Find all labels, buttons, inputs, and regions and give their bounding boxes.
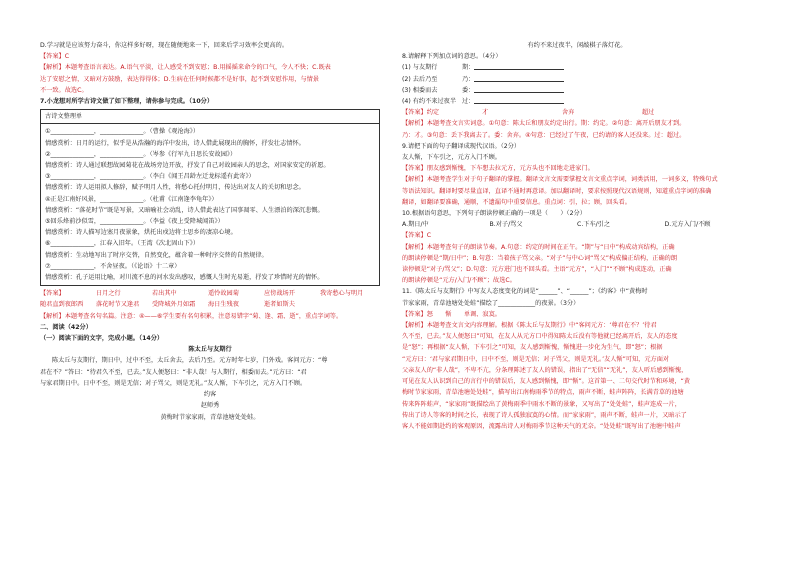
q9-sentence: 友人惭，下车引之，元方入门不顾。 <box>402 154 501 162</box>
box-line: ④正是江南好风景，______________。（杜甫《江南逢李龟年》） <box>45 195 218 203</box>
q6-answer: 【答案】C <box>40 53 70 61</box>
q11-analysis-line: 【解析】本题考查文言文内容理解。根据《陈太丘与友期行》中“客问元方：‘尊君在不？’待君 <box>402 322 657 330</box>
q8-stem: 8.请解释下列加点词的意思。（4分） <box>402 53 502 61</box>
box-title: 古诗文整理单 <box>41 110 379 124</box>
q8-item: (1) 与友期行 期： <box>402 62 752 73</box>
box-line: ⑥______________，江春入旧年。（王湾《次北固山下》） <box>45 240 200 248</box>
q8-analysis-line: 【解析】本题考查文言实词意。①句意：陈太丘和朋友约定出行。期：约定。②句意：离开后朋友才到。 <box>402 120 686 128</box>
q11-analysis-line: 久不至，已去。”友人便怒曰”可知，在友人从元方口中得知陈太丘没有等他就已经离开后，友人的态度 <box>402 333 678 341</box>
answer-item: 遥怜故园菊 <box>208 290 239 298</box>
q11-stem: 11.《陈太丘与友期行》中写友人态度变化的词是“______”、“______”；《约客》中“黄梅时 <box>402 288 648 296</box>
passage-line: 君在不？”答曰：“待君久不至，已去。”友人便怒曰：“非人哉！与人期行，相委而去。”元方曰：“君 <box>40 368 307 376</box>
q10-option-a: A.期日/中 <box>402 221 429 229</box>
q6-analysis-line: 达了安慰之情，又暗对方鼓励，表达得得体；D.生病在任何时候都不是好事，起不到安慰作用，与情景 <box>40 75 319 83</box>
q7-stem: 7.小龙想对所学古诗文做了如下整理，请你参与完成。（10分） <box>40 98 214 106</box>
q11-analysis-line: 是“怒”；再根据“友人惭，下车引之”可知，友人感到惭愧，惭愧进一步化为生气，即“怒”；根据 <box>402 344 663 352</box>
q11-analysis-line: 客人不能如期赴约的客观原因，流露出诗人对梅雨季节这种天气的无奈。“处处蛙”既写出了池塘中蛙声 <box>402 422 681 430</box>
q11-analysis-line: “元方曰：‘君与家君期日中，日中不至，则是无信；对子骂父，则是无礼。’友人惭”可知，元方面对 <box>402 355 670 363</box>
passage-title: 陈太丘与友期行 <box>188 346 232 354</box>
option-d: D.学习就是应该努力奋斗，你这样多好呀，现在随便地来一下，回来后学习效率会更高的。 <box>40 42 289 49</box>
box-line: ⑤回乐烽前沙似雪，______________。（李益《夜上受降城闻笛》） <box>45 218 224 226</box>
q11-analysis-line: 梅时节家家雨，青草池塘处处蛙”，描写出江南梅雨季节的特点，雨声不断，蛙声阵阵，长满青草的池塘 <box>402 389 684 397</box>
passage-line: 与家君期日中。日中不至，则是无信；对子骂父，则是无礼。”友人惭，下车引之，元方入门不顾。 <box>40 379 307 387</box>
q11-answer: 【答案】怒 惭 单调、寂寞。 <box>402 310 501 318</box>
q8-item: (3) 相委而去 委： <box>402 85 752 96</box>
box-line: ③______________，______________。（李白《闻王昌龄左迁龙标遥有此寄》） <box>45 173 255 181</box>
answer-item: 若出其中 <box>152 290 177 298</box>
answer-item: 逝者如斯夫 <box>264 301 295 309</box>
box-line: ⑦______________，不舍昼夜。（《论语》十二章） <box>45 262 181 270</box>
q10-stem: 10.根据语句意思，下列句子朗读停顿正确的一项是（ ）（2分） <box>402 210 586 218</box>
q9-answer: 【答案】朋友感到惭愧，下车想去拉元方，元方头也不回地走进家门。 <box>402 165 594 173</box>
q10-answer: 【答案】C <box>402 232 432 240</box>
box-line: 情感赏析：诗人描写边塞月夜景象，烘托出戍边将士思乡的凄凉心境。 <box>45 229 237 237</box>
q9-analysis-line: 【解析】本题考查学生对于句子翻译的掌握。翻译文言文需要掌握文言文重点字词，词类活用，一词多义，特殊句式 <box>402 176 718 184</box>
q10-option-b: B.对子/骂父 <box>489 221 523 229</box>
poem-line: 有约不来过夜半，闲敲棋子落灯花。 <box>527 42 627 49</box>
q11-analysis-line: 传来阵阵蛙声，“家家雨”既描绘出了黄梅雨季中雨水不断的景象，又写出了“处处蛙”，蛙声连成一片， <box>402 400 681 408</box>
box-line: 情感赏析：诗人运用拟人修辞，赋予明月人性，将愁心托付明月，传达出对友人的关切和思念。 <box>45 184 305 192</box>
q9-stem: 9.请把下面的句子翻译成现代汉语。（2分） <box>402 142 521 150</box>
q9-analysis-line: 翻译，如翻译要准确，通顺，不遗漏句中重要信息。重点词：引，拉；顾，回头看。 <box>402 198 631 206</box>
box-line: 情感赏析：“落花时节”既是写景，又暗喻社会动乱，诗人借此表达了国事凋零、人生漂泊的深沉悲慨。 <box>45 206 324 214</box>
q10-analysis-line: 读停顿是“对子/骂父”；D.句意：元方进门也不回头看。主语“元方”，“入门”“不顾”构成连动，正确 <box>402 266 672 274</box>
q11-stem: 节家家雨，青草池塘处处蛙”描绘了____________的夜景。（3分） <box>402 299 580 307</box>
answer-item: 受降城外月如霜 <box>152 301 196 309</box>
answer-item: 海日生残夜 <box>208 301 239 309</box>
q10-options <box>402 219 752 230</box>
q7-answers <box>40 288 380 310</box>
answer-label: 【答案】 <box>40 290 65 298</box>
answer-item: 我寄愁心与明月 <box>320 290 364 298</box>
q9-analysis-line: 等语法知识。翻译时要尽量直译，直译不通时再意译。加以翻译时，要求按照现代汉语规则，知道重点字词的准确 <box>402 187 712 195</box>
q8-items <box>402 62 752 107</box>
box-line: 情感赏析：日月的运行，似乎是从浩瀚的海洋中发出，诗人借此展现出的胸怀，抒发壮志情怀。 <box>45 139 305 147</box>
right-column <box>402 40 752 432</box>
poem-title: 约客 <box>203 391 217 399</box>
q11-analysis-line: 传出了诗人等客的时间之长，表现了诗人孤独寂寞的心情。而“家家雨”，雨声不断，蛙声一片，又暗示了 <box>402 411 687 419</box>
box-line: 情感赏析：生动地写出了时序交替，自然变化，蕴含着一种时序交替的自然规律。 <box>45 251 268 259</box>
box-line: 情感赏析：诗人通过联想故园菊花在战场旁边开放，抒发了自己对故园亲人的思念，对国家安定的祈愿。 <box>45 162 330 170</box>
q8-analysis-line: 乃：才。③句意：丢下我离去了。委：舍弃。④句意：已经过了午夜，已约请的客人还没来。过：超过。 <box>402 131 686 139</box>
answer-item: 落花时节又逢君 <box>96 301 140 309</box>
q7-analysis: 【解析】本题考查名句名篇。注意：④——⑥学生要有名句积累，注意易错字“菊、逢、霜、逝”，重点字词等。 <box>40 312 343 320</box>
q10-analysis-line: 的朗读停顿是“期/日中”；B.句意：当着孩子骂父亲。“对子”与中心词“骂父”构成偏正结构，正确的朗 <box>402 254 678 262</box>
q10-option-c: C.下车/引之 <box>577 221 611 229</box>
box-line: 情感赏析：孔子运用比喻，对川流不息的河水发出感叹，感慨人生时光易逝，抒发了珍惜时光的情怀。 <box>45 274 324 282</box>
q6-analysis-line: 【解析】本题考查语言表达。A.语气平淡，让人感受不到安慰；B.用摇摇来命令的口气，令人不快；C.既表 <box>40 64 331 72</box>
box-line: ②______________，______________。（岑参《行军九日思长安故园》） <box>45 150 237 158</box>
q10-option-d: D.元方入门/不顾 <box>664 221 711 229</box>
section-heading: 二、阅读（42分） <box>40 323 92 331</box>
q6-analysis-line: 不一致。故选C。 <box>40 86 88 94</box>
q10-analysis-line: 的朗读停顿是“元方/入门/不顾”；故选C。 <box>402 277 516 285</box>
q10-analysis-line: 【解析】本题考查句子的朗读节奏。A.句意：约定的时间在正午。“期”与“日中”构成动宾结构，正确 <box>402 243 675 251</box>
q8-answer: 【答案】约定 才 舍弃 超过 <box>402 109 655 117</box>
subsection-heading: （一）阅读下面的文字，完成小题。（14分） <box>40 335 164 343</box>
box-line: ①______________，______________。（曹操《观沧海》） <box>45 128 200 136</box>
q11-analysis-line: 可见在友人认识到自己的言行中的错误后，友人感到惭愧，即“惭”。这首第一、二句交代时节和环境，“黄 <box>402 378 691 386</box>
answer-item: 应傍战场开 <box>264 290 295 298</box>
left-column <box>40 40 380 423</box>
answer-item: 随君直到夜郎西 <box>40 301 84 309</box>
passage-line: 陈太丘与友期行，期日中，过中不至，太丘舍去，去后乃至。元方时年七岁，门外戏。客问元方：“尊 <box>52 357 328 365</box>
q8-item: (4) 有约不来过夜半 过： <box>402 96 752 107</box>
poem-line: 黄梅时节家家雨，青草池塘处处蛙。 <box>160 413 260 421</box>
q8-item: (2) 去后乃至 乃： <box>402 74 752 85</box>
answer-item: 日月之行 <box>96 290 121 298</box>
poem-author: 赵师秀 <box>200 402 220 410</box>
poetry-organizer-box <box>40 109 380 286</box>
q11-analysis-line: 父亲友人的“非人哉”，不卑不亢，分条理陈述了友人的错误，指出了“无信”“无礼”，友人听后感到惭愧， <box>402 366 688 374</box>
